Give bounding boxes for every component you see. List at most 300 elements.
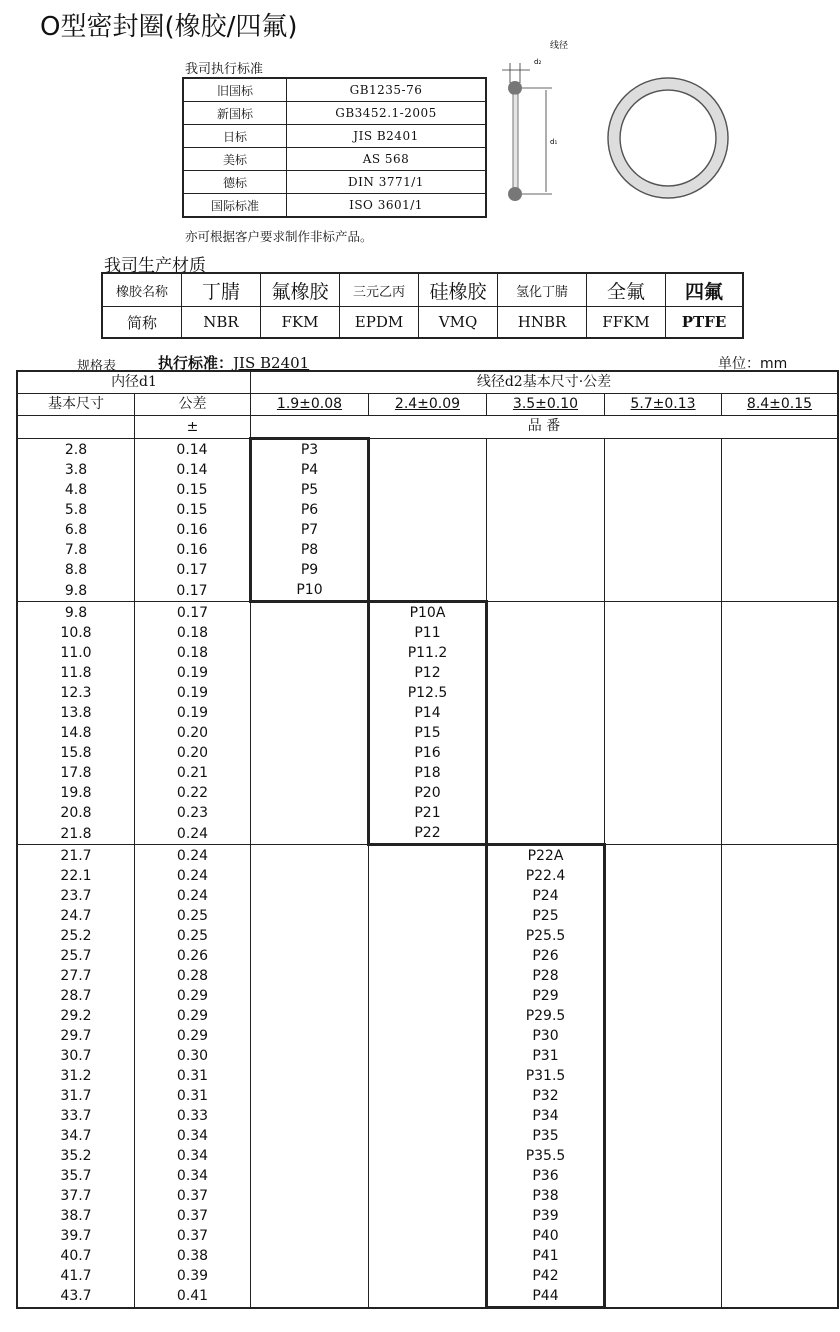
empty-cell bbox=[722, 460, 839, 480]
basic-size-cell: 43.7 bbox=[17, 1286, 135, 1308]
empty-cell bbox=[487, 683, 605, 703]
spec-standard-value: JIS B2401 bbox=[233, 354, 310, 372]
part-number-cell: P32 bbox=[487, 1086, 605, 1106]
part-number-cell: P28 bbox=[487, 966, 605, 986]
tolerance-cell: 0.29 bbox=[135, 1006, 251, 1026]
table-row bbox=[17, 946, 838, 966]
empty-cell bbox=[369, 1106, 487, 1126]
table-row bbox=[17, 906, 838, 926]
empty-cell bbox=[251, 886, 369, 906]
empty-cell bbox=[722, 783, 839, 803]
tolerance-cell: 0.24 bbox=[135, 866, 251, 886]
material-cell: 简称 bbox=[102, 307, 182, 339]
basic-size-cell: 19.8 bbox=[17, 783, 135, 803]
part-number-cell: P39 bbox=[487, 1206, 605, 1226]
part-number-cell: P8 bbox=[251, 540, 369, 560]
tolerance-cell: 0.17 bbox=[135, 602, 251, 624]
table-row bbox=[17, 845, 838, 867]
empty-cell bbox=[251, 926, 369, 946]
empty-cell bbox=[369, 966, 487, 986]
table-row bbox=[17, 823, 838, 845]
empty-cell bbox=[722, 1266, 839, 1286]
table-row bbox=[17, 1286, 838, 1308]
empty-cell bbox=[605, 906, 722, 926]
empty-cell bbox=[369, 986, 487, 1006]
empty-cell bbox=[605, 743, 722, 763]
table-row bbox=[17, 866, 838, 886]
empty-cell bbox=[605, 1066, 722, 1086]
empty-cell bbox=[722, 743, 839, 763]
empty-cell bbox=[605, 886, 722, 906]
part-number-cell: P35.5 bbox=[487, 1146, 605, 1166]
empty-cell bbox=[605, 500, 722, 520]
empty-cell bbox=[722, 480, 839, 500]
table-row bbox=[17, 520, 838, 540]
table-row bbox=[17, 1226, 838, 1246]
tolerance-cell: 0.28 bbox=[135, 966, 251, 986]
empty-cell bbox=[369, 500, 487, 520]
wire-size-header: 5.7±0.13 bbox=[605, 394, 722, 416]
materials-name-row bbox=[102, 273, 743, 307]
basic-size-cell: 8.8 bbox=[17, 560, 135, 580]
part-number-cell: P16 bbox=[369, 743, 487, 763]
standard-row bbox=[183, 171, 486, 194]
tolerance-cell: 0.17 bbox=[135, 580, 251, 602]
table-row bbox=[17, 783, 838, 803]
table-row bbox=[17, 803, 838, 823]
wire-size-header: 2.4±0.09 bbox=[369, 394, 487, 416]
part-number-cell: P44 bbox=[487, 1286, 605, 1308]
material-cell: 丁腈 bbox=[182, 273, 261, 307]
basic-size-cell: 41.7 bbox=[17, 1266, 135, 1286]
empty-cell bbox=[605, 1226, 722, 1246]
part-number-cell: P24 bbox=[487, 886, 605, 906]
empty-cell bbox=[487, 783, 605, 803]
empty-cell bbox=[722, 1286, 839, 1308]
spec-table bbox=[16, 370, 839, 1309]
empty-cell bbox=[722, 1246, 839, 1266]
empty-cell bbox=[605, 1206, 722, 1226]
tolerance-cell: 0.26 bbox=[135, 946, 251, 966]
basic-size-cell: 37.7 bbox=[17, 1186, 135, 1206]
basic-size-cell: 4.8 bbox=[17, 480, 135, 500]
tolerance-cell: 0.34 bbox=[135, 1146, 251, 1166]
tolerance-cell: 0.19 bbox=[135, 683, 251, 703]
table-row bbox=[17, 1006, 838, 1026]
part-number-cell: P35 bbox=[487, 1126, 605, 1146]
empty-cell bbox=[369, 845, 487, 867]
tolerance-cell: 0.34 bbox=[135, 1126, 251, 1146]
empty-cell bbox=[251, 1026, 369, 1046]
empty-cell bbox=[487, 763, 605, 783]
part-number-cell: P6 bbox=[251, 500, 369, 520]
empty-cell bbox=[605, 803, 722, 823]
basic-size-cell: 11.8 bbox=[17, 663, 135, 683]
table-row bbox=[17, 643, 838, 663]
table-row bbox=[17, 663, 838, 683]
basic-size-cell: 13.8 bbox=[17, 703, 135, 723]
empty-cell bbox=[251, 703, 369, 723]
empty-cell bbox=[487, 643, 605, 663]
table-row bbox=[17, 986, 838, 1006]
empty-cell bbox=[722, 560, 839, 580]
empty-cell bbox=[605, 480, 722, 500]
empty-cell bbox=[722, 1226, 839, 1246]
tolerance-cell: 0.23 bbox=[135, 803, 251, 823]
empty-cell bbox=[722, 845, 839, 867]
material-cell: 四氟 bbox=[666, 273, 744, 307]
empty-cell bbox=[487, 580, 605, 602]
basic-size-cell: 33.7 bbox=[17, 1106, 135, 1126]
empty-cell bbox=[251, 763, 369, 783]
basic-size-cell: 31.2 bbox=[17, 1066, 135, 1086]
material-cell: NBR bbox=[182, 307, 261, 339]
empty-cell bbox=[722, 623, 839, 643]
tolerance-cell: 0.37 bbox=[135, 1226, 251, 1246]
tolerance-cell: 0.14 bbox=[135, 460, 251, 480]
tolerance-cell: 0.18 bbox=[135, 623, 251, 643]
empty-cell bbox=[605, 703, 722, 723]
part-number-cell: P36 bbox=[487, 1166, 605, 1186]
material-cell: 全氟 bbox=[587, 273, 666, 307]
basic-size-cell: 23.7 bbox=[17, 886, 135, 906]
empty-cell bbox=[605, 1146, 722, 1166]
empty-cell bbox=[251, 845, 369, 867]
empty-cell bbox=[722, 1026, 839, 1046]
tolerance-cell: 0.34 bbox=[135, 1166, 251, 1186]
part-number-cell: P9 bbox=[251, 560, 369, 580]
material-cell: 橡胶名称 bbox=[102, 273, 182, 307]
empty-cell bbox=[251, 623, 369, 643]
wire-size-header: 8.4±0.15 bbox=[722, 394, 839, 416]
empty-cell bbox=[251, 663, 369, 683]
table-row bbox=[17, 1166, 838, 1186]
empty-cell bbox=[722, 1146, 839, 1166]
empty-cell bbox=[251, 1046, 369, 1066]
basic-size-cell: 35.7 bbox=[17, 1166, 135, 1186]
part-number-cell: P34 bbox=[487, 1106, 605, 1126]
basic-size-cell: 25.2 bbox=[17, 926, 135, 946]
basic-size-cell: 27.7 bbox=[17, 966, 135, 986]
table-row bbox=[17, 1246, 838, 1266]
table-row bbox=[17, 1266, 838, 1286]
basic-size-cell: 9.8 bbox=[17, 580, 135, 602]
tolerance-cell: 0.20 bbox=[135, 723, 251, 743]
unit-label: 单位：mm bbox=[718, 356, 788, 372]
part-number-cell: P22 bbox=[369, 823, 487, 845]
empty-cell bbox=[605, 866, 722, 886]
basic-size-cell: 21.7 bbox=[17, 845, 135, 867]
tolerance-cell: 0.24 bbox=[135, 886, 251, 906]
standard-name: 日标 bbox=[183, 125, 287, 148]
part-number-cell: P40 bbox=[487, 1226, 605, 1246]
empty-cell bbox=[369, 1006, 487, 1026]
empty-cell bbox=[605, 1046, 722, 1066]
wire-size-header: 1.9±0.08 bbox=[251, 394, 369, 416]
empty-cell bbox=[251, 823, 369, 845]
basic-size-cell: 22.1 bbox=[17, 866, 135, 886]
diagram-wire-label: 线径 bbox=[550, 41, 569, 51]
empty-cell bbox=[369, 480, 487, 500]
basic-size-cell: 5.8 bbox=[17, 500, 135, 520]
o-ring-diagram bbox=[500, 38, 750, 223]
table-row bbox=[17, 1146, 838, 1166]
empty-cell bbox=[605, 663, 722, 683]
empty-cell bbox=[605, 946, 722, 966]
basic-size-header: 基本尺寸 bbox=[17, 394, 135, 416]
diagram-d2-label: d₂ bbox=[534, 58, 542, 66]
part-number-cell: P10 bbox=[251, 580, 369, 602]
empty-cell bbox=[722, 602, 839, 624]
tolerance-cell: 0.16 bbox=[135, 540, 251, 560]
empty-cell bbox=[487, 540, 605, 560]
tolerance-cell: 0.29 bbox=[135, 1026, 251, 1046]
part-number-cell: P11 bbox=[369, 623, 487, 643]
standard-code: AS 568 bbox=[287, 148, 487, 171]
basic-size-cell: 14.8 bbox=[17, 723, 135, 743]
empty-cell bbox=[722, 986, 839, 1006]
wire-diameter-header: 线径d2基本尺寸·公差 bbox=[251, 371, 839, 394]
tolerance-cell: 0.24 bbox=[135, 845, 251, 867]
empty-cell bbox=[722, 500, 839, 520]
empty-cell bbox=[722, 683, 839, 703]
standard-name: 美标 bbox=[183, 148, 287, 171]
part-number-cell: P11.2 bbox=[369, 643, 487, 663]
tolerance-cell: 0.21 bbox=[135, 763, 251, 783]
table-row bbox=[17, 439, 838, 461]
tolerance-cell: 0.24 bbox=[135, 823, 251, 845]
empty-cell bbox=[369, 1026, 487, 1046]
empty-cell bbox=[722, 540, 839, 560]
part-number-cell: P31.5 bbox=[487, 1066, 605, 1086]
empty-cell bbox=[605, 1246, 722, 1266]
empty-cell bbox=[251, 986, 369, 1006]
empty-cell bbox=[487, 460, 605, 480]
empty-cell bbox=[605, 986, 722, 1006]
empty-cell bbox=[369, 1126, 487, 1146]
tolerance-cell: 0.15 bbox=[135, 500, 251, 520]
material-cell: VMQ bbox=[419, 307, 498, 339]
part-number-cell: P38 bbox=[487, 1186, 605, 1206]
table-row bbox=[17, 683, 838, 703]
empty-cell bbox=[369, 1186, 487, 1206]
empty-cell bbox=[369, 439, 487, 461]
basic-size-cell: 17.8 bbox=[17, 763, 135, 783]
empty-cell bbox=[487, 703, 605, 723]
standard-row bbox=[183, 194, 486, 218]
standard-name: 德标 bbox=[183, 171, 287, 194]
part-number-cell: P4 bbox=[251, 460, 369, 480]
empty-cell bbox=[369, 560, 487, 580]
empty-cell bbox=[251, 783, 369, 803]
empty-cell bbox=[605, 763, 722, 783]
table-row bbox=[17, 580, 838, 602]
part-number-cell: P25.5 bbox=[487, 926, 605, 946]
empty-cell bbox=[369, 1166, 487, 1186]
basic-size-cell: 7.8 bbox=[17, 540, 135, 560]
plusminus-header: ± bbox=[135, 416, 251, 439]
empty-cell bbox=[487, 823, 605, 845]
inner-diameter-header: 内径d1 bbox=[17, 371, 251, 394]
empty-cell bbox=[722, 906, 839, 926]
standards-table bbox=[182, 77, 487, 218]
empty-cell bbox=[369, 1246, 487, 1266]
empty-cell bbox=[722, 1186, 839, 1206]
tolerance-cell: 0.30 bbox=[135, 1046, 251, 1066]
tolerance-cell: 0.14 bbox=[135, 439, 251, 461]
empty-cell bbox=[722, 946, 839, 966]
empty-cell bbox=[251, 1146, 369, 1166]
basic-size-cell: 35.2 bbox=[17, 1146, 135, 1166]
empty-cell bbox=[369, 906, 487, 926]
basic-size-cell: 11.0 bbox=[17, 643, 135, 663]
empty-cell bbox=[487, 500, 605, 520]
part-number-cell: P41 bbox=[487, 1246, 605, 1266]
basic-size-cell: 6.8 bbox=[17, 520, 135, 540]
empty-cell bbox=[722, 1086, 839, 1106]
empty-cell bbox=[369, 1146, 487, 1166]
part-number-cell: P22A bbox=[487, 845, 605, 867]
table-row bbox=[17, 623, 838, 643]
materials-table bbox=[101, 272, 744, 339]
empty-cell bbox=[605, 1026, 722, 1046]
basic-size-cell: 20.8 bbox=[17, 803, 135, 823]
empty-cell bbox=[722, 1126, 839, 1146]
standard-name: 旧国标 bbox=[183, 78, 287, 102]
part-number-cell: P29 bbox=[487, 986, 605, 1006]
basic-size-cell: 28.7 bbox=[17, 986, 135, 1006]
diagram-d1-label: d₁ bbox=[550, 138, 558, 146]
empty-cell bbox=[369, 1266, 487, 1286]
part-number-cell: P5 bbox=[251, 480, 369, 500]
table-row bbox=[17, 886, 838, 906]
table-row bbox=[17, 500, 838, 520]
empty-cell bbox=[605, 1266, 722, 1286]
basic-size-cell: 3.8 bbox=[17, 460, 135, 480]
page-title: O型密封圈(橡胶/四氟) bbox=[40, 12, 298, 42]
standards-note: 亦可根据客户要求制作非标产品。 bbox=[185, 229, 373, 244]
spec-standard-label: 执行标准： bbox=[158, 354, 234, 372]
empty-cell bbox=[605, 926, 722, 946]
standard-name: 新国标 bbox=[183, 102, 287, 125]
table-row bbox=[17, 703, 838, 723]
table-row bbox=[17, 1046, 838, 1066]
tolerance-cell: 0.37 bbox=[135, 1206, 251, 1226]
table-row bbox=[17, 460, 838, 480]
empty-cell bbox=[605, 560, 722, 580]
empty-cell bbox=[605, 623, 722, 643]
empty-cell bbox=[487, 623, 605, 643]
empty-cell bbox=[722, 1166, 839, 1186]
empty-cell bbox=[722, 1006, 839, 1026]
empty-cell bbox=[722, 723, 839, 743]
basic-size-cell: 39.7 bbox=[17, 1226, 135, 1246]
table-row bbox=[17, 723, 838, 743]
empty-cell bbox=[251, 906, 369, 926]
empty-cell bbox=[487, 723, 605, 743]
part-no-header: 品 番 bbox=[251, 416, 839, 439]
empty-cell bbox=[605, 602, 722, 624]
part-number-cell: P30 bbox=[487, 1026, 605, 1046]
empty-cell bbox=[487, 520, 605, 540]
tolerance-cell: 0.33 bbox=[135, 1106, 251, 1126]
empty-cell bbox=[722, 439, 839, 461]
empty-cell bbox=[722, 886, 839, 906]
empty-cell bbox=[605, 823, 722, 845]
empty-cell bbox=[605, 1166, 722, 1186]
empty-cell bbox=[251, 866, 369, 886]
standard-code: GB3452.1-2005 bbox=[287, 102, 487, 125]
blank-header bbox=[17, 416, 135, 439]
empty-cell bbox=[251, 946, 369, 966]
empty-cell bbox=[369, 1286, 487, 1308]
tolerance-cell: 0.25 bbox=[135, 926, 251, 946]
tolerance-cell: 0.31 bbox=[135, 1086, 251, 1106]
tolerance-header: 公差 bbox=[135, 394, 251, 416]
basic-size-cell: 10.8 bbox=[17, 623, 135, 643]
empty-cell bbox=[722, 823, 839, 845]
empty-cell bbox=[369, 1086, 487, 1106]
empty-cell bbox=[251, 1266, 369, 1286]
empty-cell bbox=[251, 1066, 369, 1086]
empty-cell bbox=[722, 866, 839, 886]
empty-cell bbox=[605, 540, 722, 560]
empty-cell bbox=[487, 663, 605, 683]
empty-cell bbox=[369, 580, 487, 602]
part-number-cell: P12 bbox=[369, 663, 487, 683]
empty-cell bbox=[605, 723, 722, 743]
empty-cell bbox=[251, 602, 369, 624]
empty-cell bbox=[369, 1226, 487, 1246]
table-row bbox=[17, 480, 838, 500]
empty-cell bbox=[722, 643, 839, 663]
standard-row bbox=[183, 148, 486, 171]
part-number-cell: P15 bbox=[369, 723, 487, 743]
basic-size-cell: 40.7 bbox=[17, 1246, 135, 1266]
table-row bbox=[17, 1066, 838, 1086]
part-number-cell: P21 bbox=[369, 803, 487, 823]
empty-cell bbox=[605, 439, 722, 461]
empty-cell bbox=[722, 1106, 839, 1126]
part-number-cell: P42 bbox=[487, 1266, 605, 1286]
empty-cell bbox=[251, 1086, 369, 1106]
basic-size-cell: 31.7 bbox=[17, 1086, 135, 1106]
table-row bbox=[17, 743, 838, 763]
standard-row bbox=[183, 78, 486, 102]
basic-size-cell: 9.8 bbox=[17, 602, 135, 624]
tolerance-cell: 0.37 bbox=[135, 1186, 251, 1206]
empty-cell bbox=[722, 703, 839, 723]
part-number-cell: P18 bbox=[369, 763, 487, 783]
part-number-cell: P7 bbox=[251, 520, 369, 540]
empty-cell bbox=[722, 1046, 839, 1066]
standards-caption: 我司执行标准 bbox=[185, 62, 264, 77]
tolerance-cell: 0.25 bbox=[135, 906, 251, 926]
basic-size-cell: 24.7 bbox=[17, 906, 135, 926]
part-number-cell: P25 bbox=[487, 906, 605, 926]
part-number-cell: P22.4 bbox=[487, 866, 605, 886]
empty-cell bbox=[605, 1006, 722, 1026]
empty-cell bbox=[605, 845, 722, 867]
material-cell: PTFE bbox=[666, 307, 744, 339]
standard-row bbox=[183, 102, 486, 125]
materials-caption: 我司生产材质 bbox=[104, 256, 206, 276]
table-row bbox=[17, 1186, 838, 1206]
tolerance-cell: 0.18 bbox=[135, 643, 251, 663]
empty-cell bbox=[251, 1166, 369, 1186]
empty-cell bbox=[722, 1066, 839, 1086]
empty-cell bbox=[369, 886, 487, 906]
